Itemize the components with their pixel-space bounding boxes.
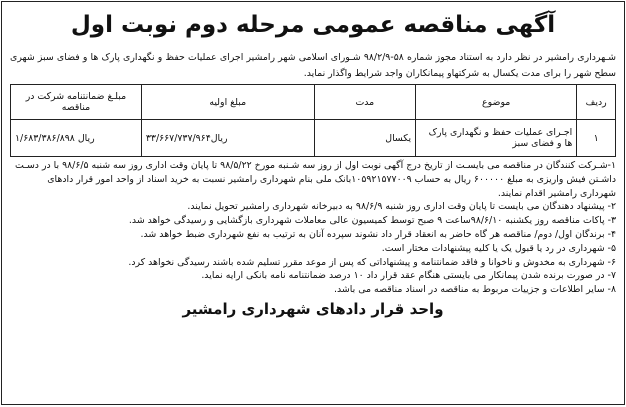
header-subject: موضوع — [416, 85, 577, 120]
table-row — [11, 120, 616, 157]
row-guarantee-amount: ۱/۶۸۳/۳۸۶/۸۹۸ ریال — [11, 120, 142, 157]
condition-item: ۲- پیشنهاد دهندگان می بایست تا پایان وقت اداری روز شنبه ۹۸/۶/۹ به دبیرخانه شهرداری رامشیر تحویل نمایند. — [187, 201, 616, 213]
condition-item: ۵- شهرداری در رد یا قبول یک یا کلیه پیشنهادات مختار است. — [381, 242, 616, 254]
header-guarantee-amount: مبلـغ ضمانتنامه شرکت در مناقصه — [11, 85, 142, 120]
row-duration: یکسال — [314, 120, 416, 157]
condition-item: ۴- برندگان اول/ دوم/ مناقصه هر گاه حاضر به انعقاد قرار داد نشوند سپرده آنان به ترتیب به نفع شهرداری ضبط خواهد شد. — [140, 228, 616, 240]
conditions-list — [2, 159, 624, 297]
intro-paragraph: شـهرداری رامشیر در نظر دارد به استناد مجوز شماره ۵۸-۹۸/۲/۹ شـورای اسلامی شهر رامشیر اجرای عملیات حفظ و نگهداری پارک ها و فضای سبز شهری سطح شهر را برای مدت یکسال به شرکتهاو پیمانکاران واجد شرایط واگذار نماید. — [10, 52, 616, 79]
table-header-row — [11, 85, 616, 120]
condition-item: ۶- شهرداری به مخدوش و ناخوانا و فاقد ضمانتنامه و پیشنهاداتی که پس از موعد مقرر تسلیم شده باشند رسیدگی نخواهد کرد. — [128, 256, 616, 268]
condition-item: ۳- پاکات مناقصه روز یکشنبه ۹۸/۶/۱۰ساعت ۹ صبح توسط کمیسیون عالی معاملات شهرداری بازگشایی و رسیدگی خواهد شد. — [128, 215, 616, 227]
issuer-signature: واحد قرار دادهای شهرداری رامشیر — [182, 299, 444, 318]
condition-item: ۷- در صورت برنده شدن پیمانکار می بایستی هنگام عقد قرار داد ۱۰ درصد ضمانتنامه نامه بانکی ارایه نماید. — [201, 270, 616, 282]
notice-title: آگهی مناقصه عمومی مرحله دوم نوبت اول — [70, 12, 556, 38]
condition-item: ۸- سایر اطلاعات و جزییات مربوط به مناقصه در اسناد مناقصه می باشد. — [334, 284, 616, 296]
tender-notice — [1, 1, 625, 405]
condition-item: ۱-شـرکت کنندگان در مناقصه می بایسـت از تاریخ درج آگهی نوبت اول از روز سه شـنبه مورخ ۹۸/۵/۲۲ تا پایان وقت اداری روز سه شنبه ۹۸/۶/۵ با در دسـت داشـتن فیش واریزی به مبلغ ۶۰۰۰۰۰ ریال به حساب ۱۰۵۹۲۱۵۷۷۰۰۹بانک ملی بنام شهرداری رامشیر نسبت به خرید اسناد از واحد امور قرار دادهای شهرداری رامشیر اقدام نمایند. — [15, 160, 616, 199]
header-base-amount: مبلغ اولیه — [141, 85, 314, 120]
header-num: ردیف — [577, 85, 616, 120]
row-num: ۱ — [577, 120, 616, 157]
row-base-amount: ۳۳/۶۶۷/۷۳۷/۹۶۴ریال — [141, 120, 314, 157]
tender-table — [10, 84, 616, 157]
row-subject: اجـرای عملیات حفظ و نگهداری پارک ها و فضای سبز — [416, 120, 577, 157]
header-duration: مدت — [314, 85, 416, 120]
